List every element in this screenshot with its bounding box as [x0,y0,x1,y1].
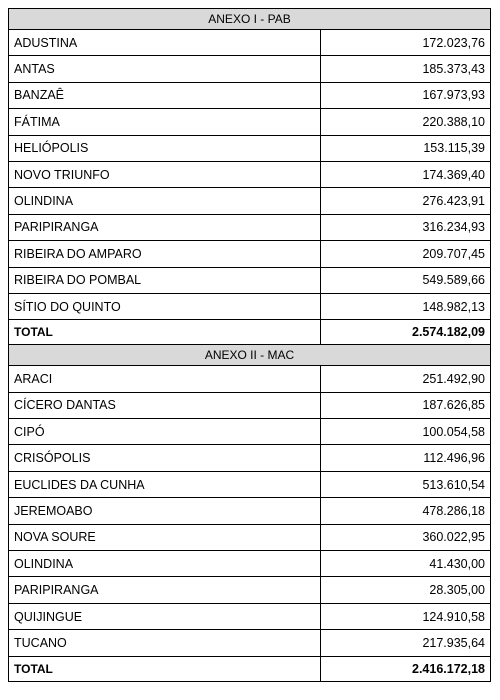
value-cell: 220.388,10 [321,109,491,135]
annex-header-row [9,9,491,30]
value-cell: 174.369,40 [321,161,491,187]
municipality-cell: SÍTIO DO QUINTO [9,293,321,319]
municipality-cell: JEREMOABO [9,498,321,524]
table-row [9,109,491,135]
table-row [9,551,491,577]
municipality-cell: ADUSTINA [9,30,321,56]
table-row [9,603,491,629]
value-cell: 209.707,45 [321,241,491,267]
annex-table [8,8,491,682]
value-cell: 41.430,00 [321,551,491,577]
table-row [9,161,491,187]
annex-table-body [9,9,491,682]
value-cell: 276.423,91 [321,188,491,214]
municipality-cell: OLINDINA [9,188,321,214]
value-cell: 148.982,13 [321,293,491,319]
table-row [9,524,491,550]
value-cell: 360.022,95 [321,524,491,550]
table-row [9,82,491,108]
municipality-cell: ANTAS [9,56,321,82]
value-cell: 112.496,96 [321,445,491,471]
table-row [9,471,491,497]
total-value: 2.574.182,09 [321,320,491,345]
value-cell: 28.305,00 [321,577,491,603]
municipality-cell: BANZAÊ [9,82,321,108]
table-row [9,498,491,524]
municipality-cell: RIBEIRA DO POMBAL [9,267,321,293]
municipality-cell: CRISÓPOLIS [9,445,321,471]
value-cell: 167.973,93 [321,82,491,108]
total-row [9,320,491,345]
value-cell: 172.023,76 [321,30,491,56]
table-row [9,445,491,471]
table-row [9,419,491,445]
municipality-cell: TUCANO [9,630,321,656]
municipality-cell: CIPÓ [9,419,321,445]
total-label: TOTAL [9,656,321,681]
municipality-cell: FÁTIMA [9,109,321,135]
municipality-cell: RIBEIRA DO AMPARO [9,241,321,267]
table-row [9,241,491,267]
value-cell: 124.910,58 [321,603,491,629]
municipality-cell: PARIPIRANGA [9,214,321,240]
value-cell: 187.626,85 [321,392,491,418]
annex-title: ANEXO II - MAC [9,345,491,366]
table-row [9,630,491,656]
value-cell: 478.286,18 [321,498,491,524]
municipality-cell: NOVA SOURE [9,524,321,550]
total-row [9,656,491,681]
table-row [9,267,491,293]
table-row [9,392,491,418]
municipality-cell: ARACI [9,366,321,392]
value-cell: 251.492,90 [321,366,491,392]
table-row [9,293,491,319]
value-cell: 153.115,39 [321,135,491,161]
table-row [9,30,491,56]
value-cell: 316.234,93 [321,214,491,240]
annex-title: ANEXO I - PAB [9,9,491,30]
municipality-cell: QUIJINGUE [9,603,321,629]
value-cell: 185.373,43 [321,56,491,82]
annex-header-row [9,345,491,366]
value-cell: 217.935,64 [321,630,491,656]
municipality-cell: HELIÓPOLIS [9,135,321,161]
table-row [9,188,491,214]
value-cell: 513.610,54 [321,471,491,497]
spreadsheet [8,8,490,682]
value-cell: 100.054,58 [321,419,491,445]
table-row [9,135,491,161]
municipality-cell: CÍCERO DANTAS [9,392,321,418]
table-row [9,214,491,240]
municipality-cell: PARIPIRANGA [9,577,321,603]
total-value: 2.416.172,18 [321,656,491,681]
table-row [9,366,491,392]
table-row [9,577,491,603]
table-row [9,56,491,82]
municipality-cell: NOVO TRIUNFO [9,161,321,187]
municipality-cell: EUCLIDES DA CUNHA [9,471,321,497]
municipality-cell: OLINDINA [9,551,321,577]
total-label: TOTAL [9,320,321,345]
value-cell: 549.589,66 [321,267,491,293]
